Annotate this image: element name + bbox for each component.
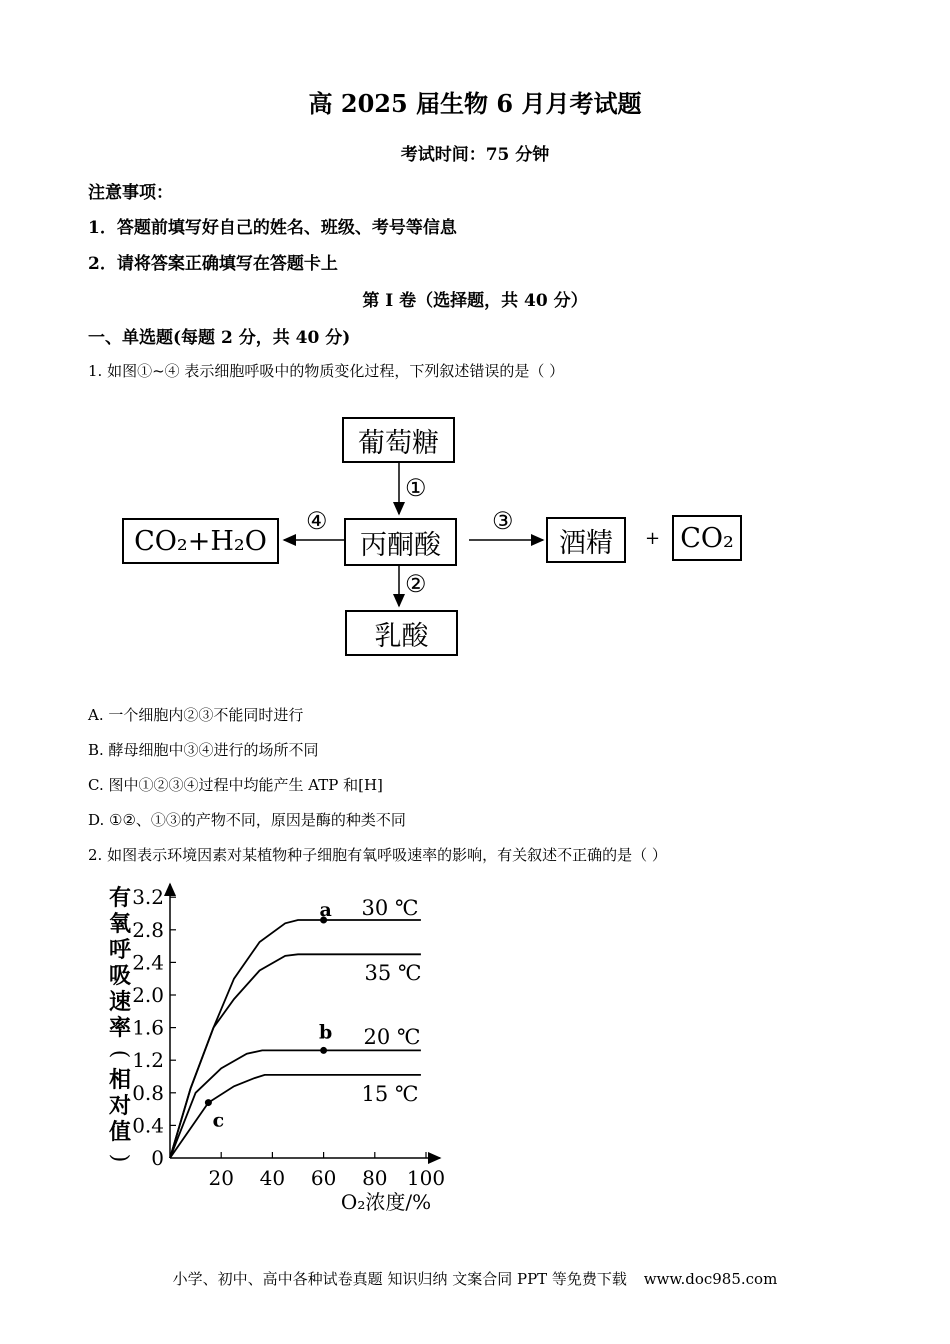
y-tick-label: 0.8 [132,1080,164,1105]
co2-h2o-box: CO₂+H₂O [122,518,279,564]
y-tick-label: 1.6 [132,1015,164,1040]
point-label: c [212,1109,225,1132]
step-3-label: ③ [492,507,514,535]
step-1-label: ① [405,474,427,502]
option-d: D. ①②、①③的产物不同，原因是酶的种类不同 [88,811,406,829]
lactic-acid-box: 乳酸 [345,610,458,656]
notes-heading: 注意事项： [88,183,173,203]
y-axis-label-char: 速 [108,989,132,1015]
question-1-stem: 1. 如图①~④ 表示细胞呼吸中的物质变化过程，下列叙述错误的是（ ） [88,362,565,380]
series-label: 30 ℃ [361,896,419,920]
marker-point [320,1047,327,1054]
part-title: 第 I 卷（选择题，共 40 分） [362,291,588,311]
x-axis-label: O₂浓度/% [340,1190,432,1214]
point-label: a [319,899,332,922]
y-axis-label-char: 呼 [108,937,132,963]
page-title: 高 2025 届生物 6 月月考试题 [308,89,642,118]
x-tick-label: 40 [259,1166,286,1190]
section-title: 一、单选题(每题 2 分，共 40 分) [88,328,351,348]
y-axis-label-char: 值 [108,1119,132,1145]
y-tick-label: 2.0 [132,983,164,1007]
option-a: A. 一个细胞内②③不能同时进行 [88,706,304,724]
step-2-label: ② [405,570,427,598]
y-axis-label-char: 相 [108,1067,132,1093]
question-2-stem: 2. 如图表示环境因素对某植物种子细胞有氧呼吸速率的影响，有关叙述不正确的是（ ） [88,846,667,864]
footer [0,1268,950,1289]
x-tick-label: 100 [406,1166,446,1190]
notes-item-1: 1．答题前填写好自己的姓名、班级、考号等信息 [88,218,457,238]
step-4-label: ④ [306,507,328,535]
footer-text: 小学、初中、高中各种试卷真题 知识归纳 文案合同 PPT 等免费下载 [172,1270,627,1288]
plus-sign: + [645,528,661,549]
point-label: b [318,1021,333,1044]
alcohol-box: 酒精 [546,517,626,563]
option-b: B. 酵母细胞中③④进行的场所不同 [88,741,319,759]
y-axis-label-char: 率 [108,1015,132,1041]
y-axis-label-char: 氧 [108,911,132,937]
series-label: 15 ℃ [361,1082,419,1106]
y-tick-label: 0 [151,1146,164,1170]
y-tick-label: 1.2 [132,1048,164,1073]
y-axis-label-char: 吸 [108,963,132,989]
x-tick-label: 20 [208,1166,234,1190]
x-tick-label: 80 [362,1166,388,1190]
series-label: 35 ℃ [364,961,422,985]
series-label: 20 ℃ [363,1025,421,1049]
pyruvate-box: 丙酮酸 [344,518,457,566]
option-c: C. 图中①②③④过程中均能产生 ATP 和[H] [88,776,383,794]
y-axis-label-char: ( [107,1049,132,1059]
y-tick-label: 0.4 [132,1113,164,1138]
y-axis-label-char: 有 [108,885,132,911]
y-axis-label-char: 对 [108,1093,132,1119]
y-axis-label-char: ) [107,1153,132,1163]
y-tick-label: 2.4 [132,950,164,975]
y-tick-label: 3.2 [132,885,164,910]
x-tick-label: 60 [310,1166,337,1190]
co2-box: CO₂ [672,515,742,561]
exam-time: 考试时间：75 分钟 [400,145,550,165]
glucose-box: 葡萄糖 [342,417,455,463]
marker-point [205,1099,212,1106]
notes-item-2: 2．请将答案正确填写在答题卡上 [88,254,338,274]
footer-url[interactable]: www.doc985.com [643,1270,778,1288]
y-tick-label: 2.8 [132,917,164,942]
